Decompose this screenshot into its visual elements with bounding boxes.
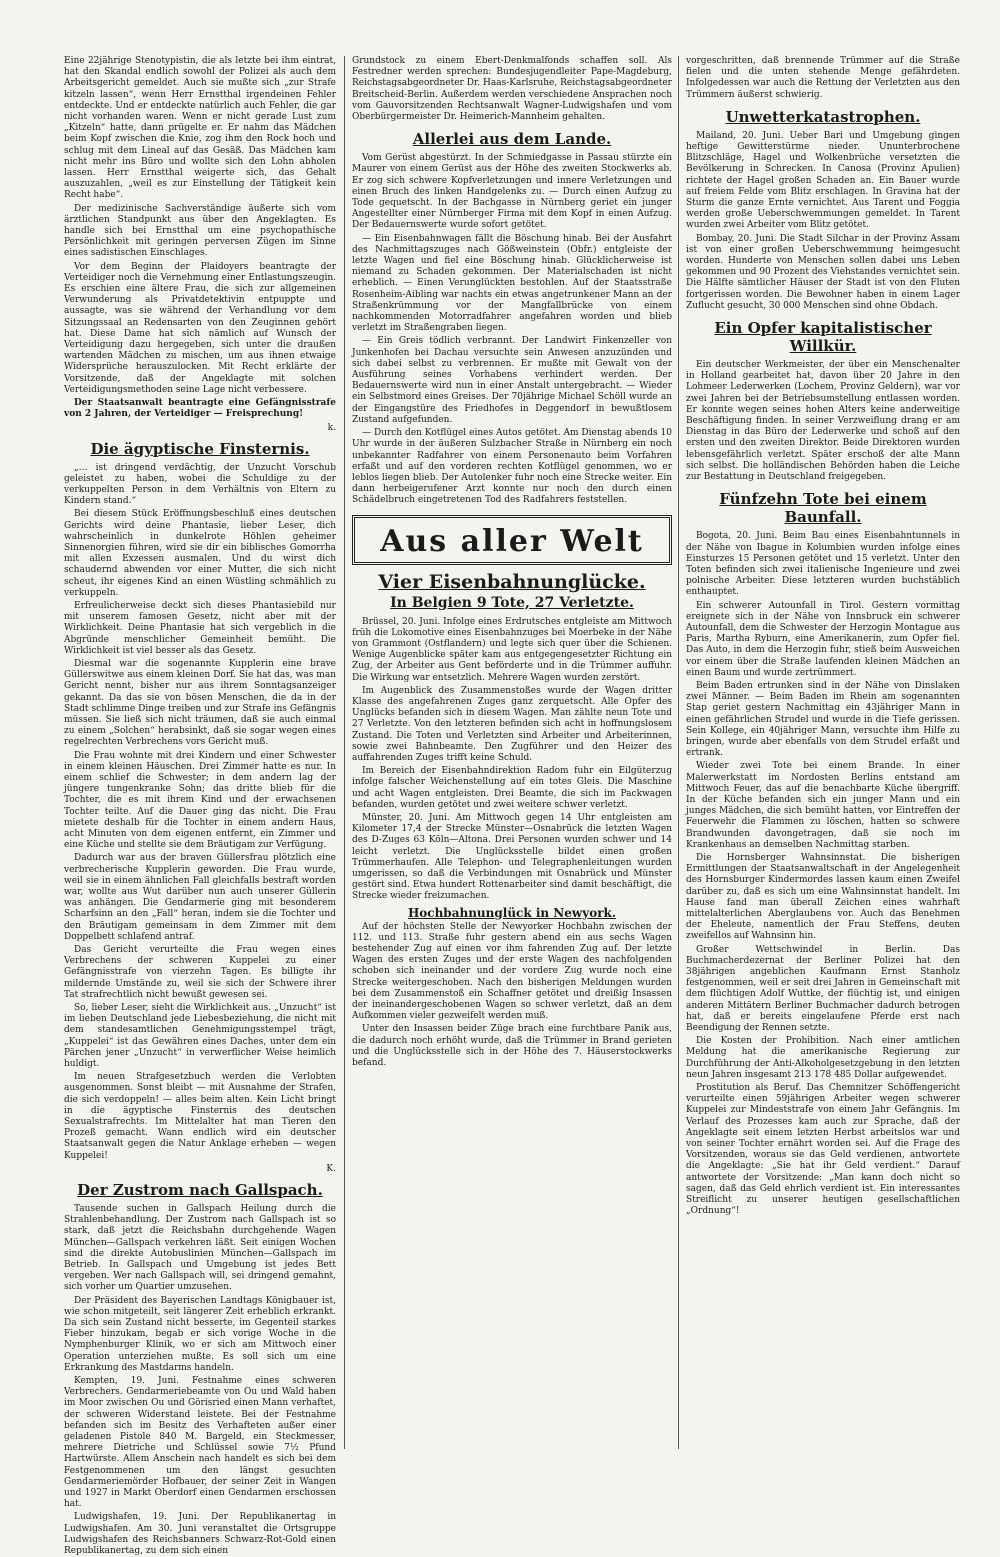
article-paragraph: Vom Gerüst abgestürzt. In der Schmiedgasse in Passau stürzte ein Maurer von einem Gerüst aus der Höhe des zweiten Stockwerks ab. Er zog sich schwere Kopfverletzungen und innere Verletzungen und einen Bruch des linken Handgelenks zu. — Durch einen Aufzug zu Tode gequetscht. In der Bachgasse in Nürnberg geriet ein junger Angestellter einer Nürnberger Firma mit dem Kopf in einen Aufzug. Der Bedauernswerte wurde sofort getötet. bbox=[352, 153, 672, 231]
article-paragraph: Vor dem Beginn der Plaidoyers beantragte der Verteidiger noch die Vernehmung einer Entlastungszeugin. Es erschien eine ältere Frau, die sich zur allgemeinen Verwunderung als Privatdetektivin entpuppte und aussagte, was sie während der Verhandlung vor dem Sitzungssaal an Redensarten von den Zeuginnen gehört hat. Diese Dame hat sich nämlich auf Wunsch der Verteidigung dazu hergegeben, sich unter die draußen wartenden Mädchen zu mischen, um aus ihnen etwaige Widersprüche herauszulocken. Mit Recht erklärte der Vorsitzende, daß der Angeklagte mit solchen Verteidigungsmethoden seine Lage nicht verbessere. bbox=[64, 261, 336, 395]
article-paragraph: Unter den Insassen beider Züge brach eine furchtbare Panik aus, die dadurch noch erhöht wurde, daß die Trümmer in Brand gerieten und die Unglücksstelle sich in der Höhe des 7. Häuserstockwerks befand. bbox=[352, 1024, 672, 1069]
article-headline: Hochbahnunglück in Newyork. bbox=[407, 905, 617, 920]
article-headline: Ein Opfer kapitalistischer Willkür. bbox=[714, 319, 932, 356]
article-paragraph: Im Augenblick des Zusammenstoßes wurde der Wagen dritter Klasse des angefahrenen Zuges ganz zerquetscht. Alle Opfer des Unglücks befanden sich in diesem Wagen. Man zählte neun Tote und 27 Verletzte. Von den letzteren befinden sich acht in hoffnungslosem Zustand. Die Toten und Verletzten sind Arbeiter und Arbeiterinnen, sowie zwei Bahnbeamte. Den Zugführer und den Heizer des auffahrenden Zuges trifft keine Schuld. bbox=[352, 685, 672, 763]
column-left bbox=[64, 56, 336, 1556]
article-paragraph: Diesmal war die sogenannte Kupplerin eine brave Güllerswitwe aus einem kleinen Dorf. Sie hat das, was man Gericht nennt, bisher nur aus ihrem Sonntagsanzeiger gekannt. Da das sie von bösen Menschen, die da in der Stadt schlimme Dinge treiben und zur Strafe ins Gefängnis müssen. Sie ließ sich nicht träumen, daß sie auch einmal zu einem „Solchen“ herabsinkt, daß sie sogar wegen eines regelrechten Verbrechens vors Gericht muß. bbox=[64, 658, 336, 748]
article-paragraph: Bombay, 20. Juni. Die Stadt Silchar in der Provinz Assam ist von einer großen Ueberschwemmung heimgesucht worden. Hunderte von Menschen sollen dabei uns Leben gekommen und 90 Prozent des Viehstandes vernichtet sein. Die Hälfte sämtlicher Häuser der Stadt ist von den Fluten fortgerissen worden. Die Bewohner haben in einem Lager Zuflucht gesucht, 30 000 Menschen sind ohne Obdach. bbox=[686, 233, 960, 311]
article-paragraph: Bogota, 20. Juni. Beim Bau eines Eisenbahntunnels in der Nähe von Ibague in Kolumbien wurden infolge eines Einsturzes 15 Personen getötet und 15 verletzt. Unter den Toten befinden sich zwei italienische Ingenieure und zwei polnische Arbeiter. Diese letzteren wurden buchstäblich enthauptet. bbox=[686, 531, 960, 598]
article-headline: Unwetterkatastrophen. bbox=[725, 107, 921, 126]
article-paragraph: — Ein Greis tödlich verbrannt. Der Landwirt Finkenzeller von Junkenhofen bei Dachau versuchte sein Anwesen anzuzünden und sich dabei selbst zu verbrennen. Er mußte mit Gewalt von der Ausführung seines Vorhabens verhindert werden. Der Bedauernswerte wird nun in einer Anstalt untergebracht. — Wieder ein Selbstmord eines Greises. Der 70jährige Michael Schöll wurde an der Eingangstüre des Friedhofes in Deggendorf in bewußtlosem Zustand aufgefunden. bbox=[352, 336, 672, 425]
article-paragraph: Wieder zwei Tote bei einem Brande. In einer Malerwerkstatt im Nordosten Berlins entstand am Mittwoch Feuer, das auf die benachbarte Küche übergriff. In der Küche befanden sich ein junger Mann und ein junges Mädchen, die sich bemüht hatten, vor Eintreffen der Feuerwehr die Flammen zu löschen, hatten so schwere Brandwunden davongetragen, daß sie noch im Krankenhaus an demselben Nachmittag starben. bbox=[686, 761, 960, 850]
article-headline: Die ägyptische Finsternis. bbox=[90, 439, 310, 458]
article-subheadline: In Belgien 9 Tote, 27 Verletzte. bbox=[390, 594, 634, 611]
article-paragraph: Ein schwerer Autounfall in Tirol. Gestern vormittag ereignete sich in der Nähe von Innsbruck ein schwerer Autounfall, dem die Schwester der Herzogin Montague aus Paris, Martha Ryburn, eine Amerikanerin, zum Opfer fiel. Das Auto, in dem die Herzogin fuhr, stieß beim Ausweichen vor einem über die Straße laufenden kleinen Mädchen an einen Baum und wurde zertrümmert. bbox=[686, 600, 960, 678]
article-paragraph: — Ein Eisenbahnwagen fällt die Böschung hinab. Bei der Ausfahrt des Nachmittagszuges nach Gößweinstein (Obfr.) entgleiste der letzte Wagen und fiel eine Böschung hinab. Glücklicherweise ist niemand zu Schaden gekommen. Der Materialschaden ist nicht erheblich. — Einen Verunglückten bestohlen. Auf der Staatsstraße Rosenheim-Aibling war nachts ein etwas angetrunkener Mann an der Straßenkrümmung vor der Mangfallbrücke von einem nachkommenden Motorradfahrer angefahren worden und blieb verletzt im Straßengraben liegen. bbox=[352, 233, 672, 334]
article-paragraph: Brüssel, 20. Juni. Infolge eines Erdrutsches entgleiste am Mittwoch früh die Lokomotive eines Eisenbahnzuges bei Moerbeke in der Nähe von Grammont (Ostflandern) und legte sich quer über die Schienen. Wenige Augenblicke später kam aus entgegengesetzter Richtung ein Zug, der Arbeiter aus Gent beförderte und in die Trümmer auffuhr. Die Wirkung war entsetzlich. Mehrere Wagen wurden zerstört. bbox=[352, 616, 672, 683]
article-paragraph: Kempten, 19. Juni. Festnahme eines schweren Verbrechers. Gendarmeriebeamte von Ou und Wald haben im Moor zwischen Ou und Görisried einen Mann verhaftet, der schweren Widerstand leistete. Bei der Festnahme befanden sich im Besitz des Verhafteten außer einer geladenen Pistole 840 M. Bargeld, ein Steckmesser, mehrere Dietriche und Schlüssel sowie 7½ Pfund Hartwürste. Allem Anschein nach handelt es sich bei dem Festgenommenen um den längst gesuchten Gendarmeriemörder Hofbauer, der seiner Zeit in Wangen und 1927 in Markt Oberdorf einen Gendarmen erschossen hat. bbox=[64, 1375, 336, 1510]
article-signature: K. bbox=[326, 1163, 336, 1174]
article-paragraph: Mailand, 20. Juni. Ueber Bari und Umgebung gingen heftige Gewitterstürme nieder. Ununterbrochene Blitzschläge, Hagel und Wolkenbrüche versetzten die Bevölkerung in Schrecken. In Canosa (Provinz Apulien) richtete der Hagel großen Schaden an. Ein Bauer wurde auf freiem Felde vom Blitz erschlagen. In Gravina hat der Sturm die ganze Ernte vernichtet. Aus Tarent und Foggia werden große Ueberschwemmungen gemeldet. In Tarent wurden zwei Arbeiter vom Blitz getötet. bbox=[686, 130, 960, 231]
article-headline: Der Zustrom nach Gallspach. bbox=[77, 1180, 323, 1199]
article-paragraph: Im Bereich der Eisenbahndirektion Radom fuhr ein Eilgüterzug infolge falscher Weichenstellung auf ein totes Gleis. Die Maschine und acht Wagen entgleisten. Drei Beamte, die sich im Packwagen befanden, wurden getötet und zwei weitere schwer verletzt. bbox=[352, 766, 672, 810]
article-paragraph: Tausende suchen in Gallspach Heilung durch die Strahlenbehandlung. Der Zustrom nach Gallspach ist so stark, daß jetzt die Reichsbahn durchgehende Wagen München—Gallspach verkehren läßt. Seit einigen Wochen sind die direkte Autobuslinien München—Gallspach im Betrieb. In Gallspach und Umgebung ist jedes Bett vergeben. Wer nach Gallspach will, sei dringend gemahnt, sich vorher um Quartier umzusehen. bbox=[64, 1203, 336, 1293]
article-paragraph: Die Hornsberger Wahnsinnstat. Die bisherigen Ermittlungen der Staatsanwaltschaft in der Angelegenheit des Hornsburger Kindermordes lassen kaum einen Zweifel darüber zu, daß es sich um eine Wahnsinnstat handelt. Im Hause fand man überall Zeichen eines wahrhaft mittelalterlichen Aberglaubens vor. Auch das Benehmen der Eheleute, namentlich der Frau Steffens, deuten zweifellos auf Wahnsinn hin. bbox=[686, 852, 960, 942]
article-paragraph: Der Staatsanwalt beantragte eine Gefängnisstrafe von 2 Jahren, der Verteidiger — Freisprechung! bbox=[64, 398, 336, 420]
article-paragraph: Ludwigshafen, 19. Juni. Der Republikanertag in Ludwigshafen. Am 30. Juni veranstaltet die Ortsgruppe Ludwigshafen des Reichsbanners Schwarz-Rot-Gold einen Republikanertag, zu dem sich einen bbox=[64, 1512, 336, 1556]
article-signature: k. bbox=[327, 422, 336, 433]
article-paragraph: Prostitution als Beruf. Das Chemnitzer Schöffengericht verurteilte einen 59jährigen Arbeiter wegen schwerer Kuppelei zur Mindeststrafe von einem Jahr Gefängnis. Im Verlauf des Prozesses kam auch zur Sprache, daß der Angeklagte seit einem letzten Herbst arbeitslos war und von seiner Tochter ernährt worden sei. Auf die Frage des Vorsitzenden, woraus sie das Geld verdienen, antwortete die Angeklagte: „Sie hat ihr Geld verdient.“ Darauf antwortete der Vorsitzende: „Man kann doch nicht so sagen, daß das Geld ehrlich verdient ist. Ein interessantes Streiflicht zu unserer heutigen gesellschaftlichen „Ordnung“! bbox=[686, 1083, 960, 1217]
article-paragraph: Im neuen Strafgesetzbuch werden die Verlobten ausgenommen. Sonst bleibt — mit Ausnahme der Strafen, die sich verdoppeln! — alles beim alten. Kein Licht bringt in die ägyptische Finsternis des deutschen Sexualstrafrechts. Im Mittelalter hat man Tieren den Prozeß gemacht. Wann endlich wird ein deutscher Staatsanwalt gegen die Natur Anklage erheben — wegen Kuppelei! bbox=[64, 1072, 336, 1161]
article-paragraph: Die Frau wohnte mit drei Kindern und einer Schwester in einem kleinen Häuschen. Drei Zimmer hatte es nur. In einem schlief die Schwester; in dem andern lag der jüngere tungenkranke Sohn; das dritte blieb für die Tochter, die es mit ihrem Kind und der erwachsenen Tochter teilte. Auf die Dauer ging das nicht. Die Frau mietete deshalb für die Tochter in einem andern Haus, acht Minuten von dem eigenen entfernt, ein Zimmer und eine Küche und stellte sie dem Bräutigam zur Verfügung. bbox=[64, 750, 336, 851]
article-paragraph: „… ist dringend verdächtig, der Unzucht Vorschub geleistet zu haben, wobei die Schuldige zu der verkuppelten Person in dem Verhältnis von Eltern zu Kindern stand.“ bbox=[64, 462, 336, 507]
article-headline: Allerlei aus dem Lande. bbox=[412, 130, 612, 149]
article-paragraph: Eine 22jährige Stenotypistin, die als letzte bei ihm eintrat, hat den Skandal endlich sowohl der Polizei als auch dem Arbeitsgericht gemeldet. Auch sie mußte sich „zur Strafe kitzeln lassen“, wenn Herr Ernstthal irgendeinen Fehler entdeckte. Und er entdeckte natürlich auch Fehler, die gar nicht vorhanden waren. Wenn er nicht gerade Lust zum „Kitzeln“ hatte, dann prügelte er. Er nahm das Mädchen beim Kopf zwischen die Knie, zog ihm den Rock hoch und schlug mit dem Lineal auf das Gesäß. Das Mädchen kam nicht mehr ins Büro und wollte sich den Lohn abholen lassen. Herr Ernstthal weigerte sich, das Gehalt auszuzahlen, „weil es zur Einstellung der Tätigkeit kein Recht habe“. bbox=[64, 56, 336, 201]
article-paragraph: Grundstock zu einem Ebert-Denkmalfonds schaffen soll. Als Festredner werden sprechen: Bundesjugendleiter Pape-Magdeburg, Reichstagsabgeordneter Dr. Haas-Karlsruhe, Reichstagsabgeordneter Breitscheid-Berlin. Außerdem werden verschiedene Ansprachen noch vom Gauvorsitzenden Rechtsanwalt Wagner-Ludwigshafen und vom Oberbürgermeister Dr. Heimerich-Mannheim gehalten. bbox=[352, 56, 672, 123]
article-paragraph: Münster, 20. Juni. Am Mittwoch gegen 14 Uhr entgleisten am Kilometer 17,4 der Strecke Münster—Osnabrück die letzten Wagen des D-Zuges 63 Köln—Altona. Drei Personen wurden schwer und 14 leicht verletzt. Die Unglücksstelle bildet einen großen Trümmerhaufen. Alle Telephon- und Telegraphenleitungen wurden umgerissen, so daß die Verbindungen mit Osnabrück und Münster gestört sind. Etwa hundert Rottenarbeiter sind damit beschäftigt, die Strecke wieder freizumachen. bbox=[352, 812, 672, 902]
article-paragraph: vorgeschritten, daß brennende Trümmer auf die Straße fielen und die unten stehende Menge gefährdeten. Infolgedessen war auch die Rettung der Verletzten aus den Trümmern äußerst schwierig. bbox=[686, 56, 960, 100]
article-paragraph: Ein deutscher Werkmeister, der über ein Menschenalter in Holland gearbeitet hat, davon über 20 Jahre in den Lohmeer Lederwerken (Lochem, Provinz Geldern), war vor zwei Jahren bei der Betriebsumstellung entlassen worden. Er konnte wegen seines hohen Alters keine anderweitige Beschäftigung finden. In seiner Verzweiflung drang er am Dienstag in das Büro der Lederwerke und schoß auf den ersten und den zweiten Direktor. Beide Direktoren wurden lebensgefährlich verletzt. Später erschoß der alte Mann sich selbst. Die holländischen Behörden haben die Leiche zur Bestattung in Deutschland freigegeben. bbox=[686, 360, 960, 483]
article-paragraph: Dadurch war aus der braven Güllersfrau plötzlich eine verbrecherische Kupplerin geworden. Die Frau wurde, weil sie in einem ähnlichen Fall gleichfalls bestraft worden war, wollte aus Wut darüber nun auch unserer Güllerin was anhängen. Die Gendarmerie ging mit besonderem Scharfsinn an den „Fall“ heran, indem sie die Tochter und den Bräutigam gemeinsam in dem Zimmer mit dem Doppelbett schlafend antraf. bbox=[64, 853, 336, 942]
column-rule bbox=[344, 56, 345, 1449]
article-paragraph: Bei diesem Stück Eröffnungsbeschluß eines deutschen Gerichts wird deine Phantasie, lieber Leser, dich wahrscheinlich in dunkelrote Höhlen geheimer Sinnenorgien führen, wird sie dir ein biblisches Gomorrha mit allen Exzessen ausmalen. Und du wirst dich schaudernd abwenden vor einer Mutter, die sich nicht scheut, ihr eigenes Kind an einen Wüstling schmählich zu verkuppeln. bbox=[64, 509, 336, 598]
section-banner: Aus aller Welt bbox=[352, 515, 672, 565]
article-paragraph: Das Gericht verurteilte die Frau wegen eines Verbrechens der schweren Kuppelei zu einer Gefängnisstrafe von vierzehn Tagen. Es billigte ihr mildernde Umstände zu, weil sie sich der Schwere ihrer Tat strafrechtlich nicht bewußt gewesen sei. bbox=[64, 945, 336, 1000]
article-headline: Fünfzehn Tote bei einem Baunfall. bbox=[719, 490, 927, 527]
article-paragraph: Auf der höchsten Stelle der Newyorker Hochbahn zwischen der 112. und 113. Straße fuhr gestern abend ein aus sechs Wagen bestehender Zug auf einen vor ihm fahrenden Zug auf. Der letzte Wagen des ersten Zuges und der erste Wagen des nachfolgenden schoben sich ineinander und der vordere Zug wurde noch eine Strecke weitergeschoben. Nach den bisherigen Meldungen wurden bei dem Zusammenstoß ein Schaffner getötet und dreißig Insassen der ineinandergeschobenen Wagen so schwer verletzt, daß an dem Aufkommen vieler gezweifelt werden muß. bbox=[352, 921, 672, 1022]
article-paragraph: Der medizinische Sachverständige äußerte sich vom ärztlichen Standpunkt aus über den Angeklagten. Es handle sich bei Ernstthal um eine psychopathische Persönlichkeit mit geringen perversen Zügen im Sinne eines sadistischen Einschlages. bbox=[64, 203, 336, 259]
article-headline: Vier Eisenbahnunglücke. bbox=[378, 570, 646, 593]
article-paragraph: Die Kosten der Prohibition. Nach einer amtlichen Meldung hat die amerikanische Regierung zur Durchführung der Anti-Alkoholgesetzgebung in den letzten neun Jahren insgesamt 213 178 485 Dollar aufgewendet. bbox=[686, 1036, 960, 1080]
article-paragraph: So, lieber Leser, sieht die Wirklichkeit aus. „Unzucht“ ist im lieben Deutschland jede Liebesbeziehung, die nicht mit dem standesamtlichen Genehmigungsstempel trägt, „Kuppelei“ ist das Gewähren eines Daches, unter dem ein Pärchen jener „Unzucht“ in verwerflicher Weise heimlich huldigt. bbox=[64, 1003, 336, 1070]
column-middle bbox=[352, 56, 672, 1451]
column-right bbox=[686, 56, 960, 1451]
column-rule bbox=[678, 56, 679, 1449]
article-paragraph: Großer Wettschwindel in Berlin. Das Buchmacherdezernat der Berliner Polizei hat den 38jährigen angeblichen Kaufmann Ernst Stanholz festgenommen, weil er seit drei Jahren in Gemeinschaft mit dem flüchtigen Adolf Wuttke, der flüchtig ist, und einigen anderen Mittätern Berliner Buchmacher dadurch betrogen hat, daß er bereits eingelaufene Pferde erst nach Beendigung der Rennen setzte. bbox=[686, 944, 960, 1034]
article-paragraph: — Durch den Kotflügel eines Autos getötet. Am Dienstag abends 10 Uhr wurde in der äußeren Sulzbacher Straße in Nürnberg ein noch unbekannter Radfahrer von einem Personenauto beim Vorfahren erfaßt und auf den vorderen rechten Kotflügel genommen, wo er leblos liegen blieb. Der Autolenker fuhr noch eine Strecke weiter. Ein dann herbeigerufener Arzt konnte nur noch den durch einen Schädelbruch eingetretenen Tod des Radfahrers feststellen. bbox=[352, 428, 672, 506]
article-paragraph: Erfreulicherweise deckt sich dieses Phantasiebild nur mit unserem famosen Gesetz, nicht aber mit der Wirklichkeit. Deine Phantasie hat sich vergeblich in die Abgründe menschlicher Gemeinheit bemüht. Die Wirklichkeit ist viel besser als das Gesetz. bbox=[64, 600, 336, 656]
article-paragraph: Der Präsident des Bayerischen Landtags Königbauer ist, wie schon mitgeteilt, seit längerer Zeit erheblich erkrankt. Da sich sein Zustand nicht besserte, im Gegenteil starkes Fieber hinzukam, begab er sich vorige Woche in die Nymphenburger Klinik, wo er sich am Mittwoch einer Operation unterziehen mußte. Es soll sich um eine Erkrankung des Mastdarms handeln. bbox=[64, 1295, 336, 1373]
article-paragraph: Beim Baden ertrunken sind in der Nähe von Dinslaken zwei Männer. — Beim Baden im Rhein am sogenannten Stap geriet gestern Nachmittag ein 43jähriger Mann in einen gefährlichen Strudel und wurde in die Tiefe gerissen. Sein Kollege, ein 40jähriger Mann, versuchte ihm Hilfe zu bringen, wurde aber ebenfalls von dem Strudel erfaßt und ertrank. bbox=[686, 680, 960, 759]
